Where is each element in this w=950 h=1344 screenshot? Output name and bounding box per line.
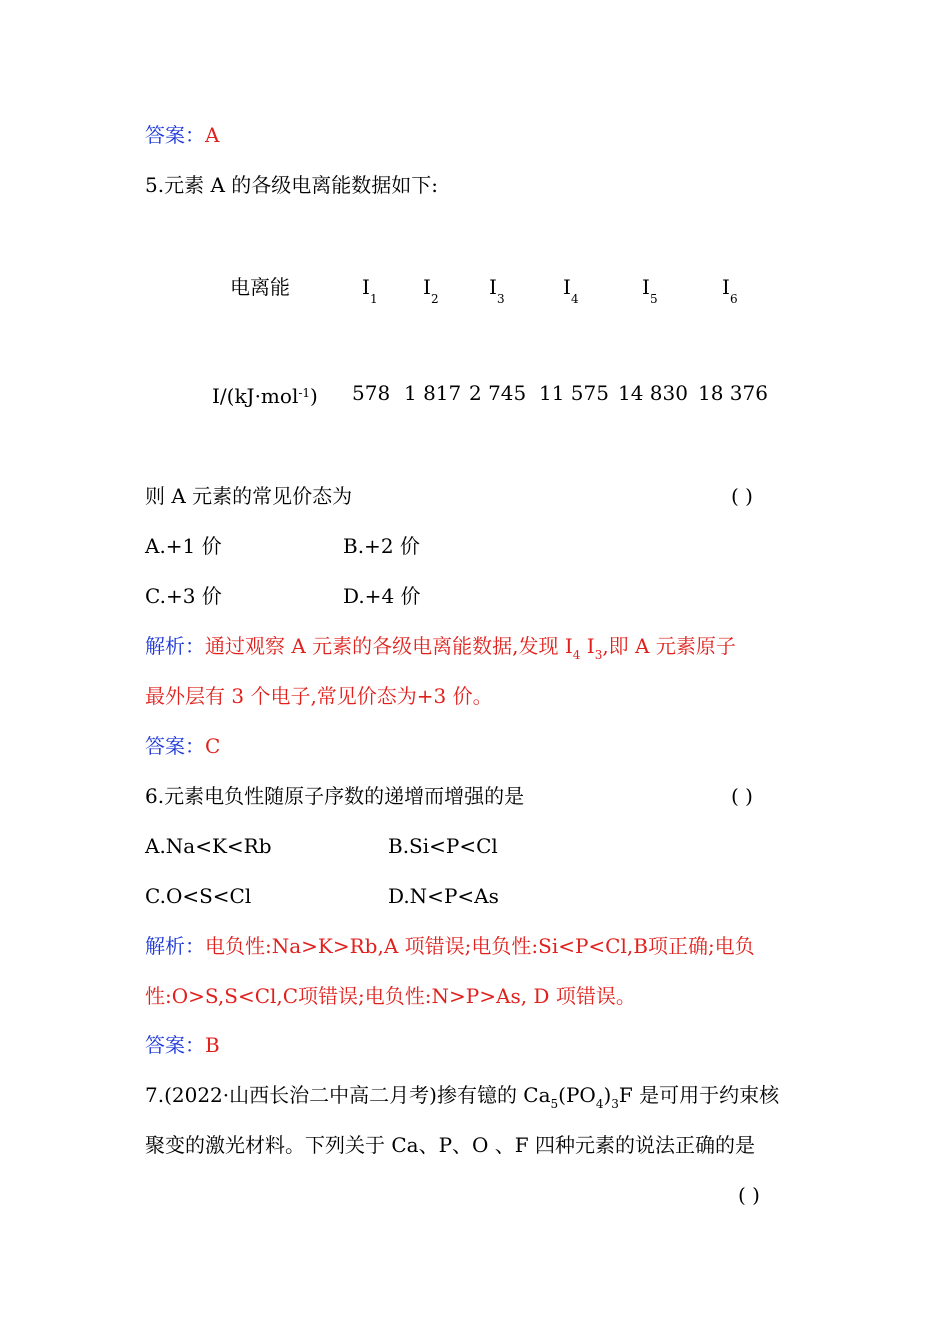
q5-option-b: B.+2 价 (343, 534, 420, 558)
value-i4: 11 575 (539, 381, 609, 405)
q7-stem-line1: 7.(2022·山西长治二中高二月考)掺有镱的 $Ca_5(PO_4)_3F$ 是可用于约束核 (145, 1083, 780, 1111)
q6-answer (145, 1033, 220, 1057)
q5-answer-paren: ( ) (731, 484, 753, 508)
q6-analysis-line1: 解析：电负性:Na>K>Rb,A 项错误;电负性:Si<P<Cl,B项正确;电负 (145, 934, 755, 958)
q5-option-c: C.+3 价 (145, 584, 222, 608)
q6-analysis-line2: 性:O>S,S<Cl,C项错误;电负性:N>P>As, D 项错误。 (145, 984, 636, 1008)
q5-option-a: A.+1 价 (145, 534, 222, 558)
value-i3: 2 745 (469, 381, 527, 405)
q6-option-d: D.N<P<As (388, 884, 499, 908)
value-i5: 14 830 (618, 381, 688, 405)
ion-i4: I 4 (563, 275, 579, 306)
q5-option-d: D.+4 价 (343, 584, 421, 608)
q6-option-a: A.Na<K<Rb (145, 834, 272, 858)
ion-i5: I 5 (642, 275, 658, 306)
q6-answer-paren: ( ) (731, 784, 753, 808)
q5-stem: 5.元素 A 的各级电离能数据如下: (145, 173, 438, 197)
q4-answer (145, 123, 219, 147)
answer-label: 答案： (145, 123, 205, 147)
value-i6: 18 376 (698, 381, 768, 405)
q7-stem-line2: 聚变的激光材料。下列关于 Ca、P、O 、F 四种元素的说法正确的是 (145, 1133, 756, 1157)
q6-stem: 6.元素电负性随原子序数的递增而增强的是 (145, 784, 525, 808)
q5-analysis-line2: 最外层有 3 个电子,常见价态为+3 价。 (145, 684, 493, 708)
table-row-label: I/(kJ·mol$^{-1}$) (212, 384, 318, 408)
value-i1: 578 (352, 381, 391, 405)
ion-i3: I 3 (489, 275, 505, 306)
q6-option-b: B.Si<P<Cl (388, 834, 498, 858)
answer-value: B (205, 1033, 220, 1057)
answer-label: 答案： (145, 734, 205, 758)
answer-value: C (205, 734, 221, 758)
ion-i1: I 1 (362, 275, 378, 306)
analysis-label: 解析： (145, 934, 205, 958)
q5-answer (145, 734, 220, 758)
q6-option-c: C.O<S<Cl (145, 884, 252, 908)
ion-i2: I 2 (423, 275, 439, 306)
q5-question: 则 A 元素的常见价态为 (145, 484, 353, 508)
q5-analysis-line1: 解析：通过观察 A 元素的各级电离能数据,发现 $I_4$ $I_3$,即 A 元素原子 (145, 634, 736, 662)
q7-answer-paren: ( ) (738, 1183, 760, 1207)
ion-i6: I 6 (722, 275, 738, 306)
answer-value: A (205, 123, 220, 147)
table-header-ionization: 电离能 (230, 275, 290, 299)
answer-label: 答案： (145, 1033, 205, 1057)
analysis-label: 解析： (145, 634, 205, 658)
value-i2: 1 817 (404, 381, 462, 405)
